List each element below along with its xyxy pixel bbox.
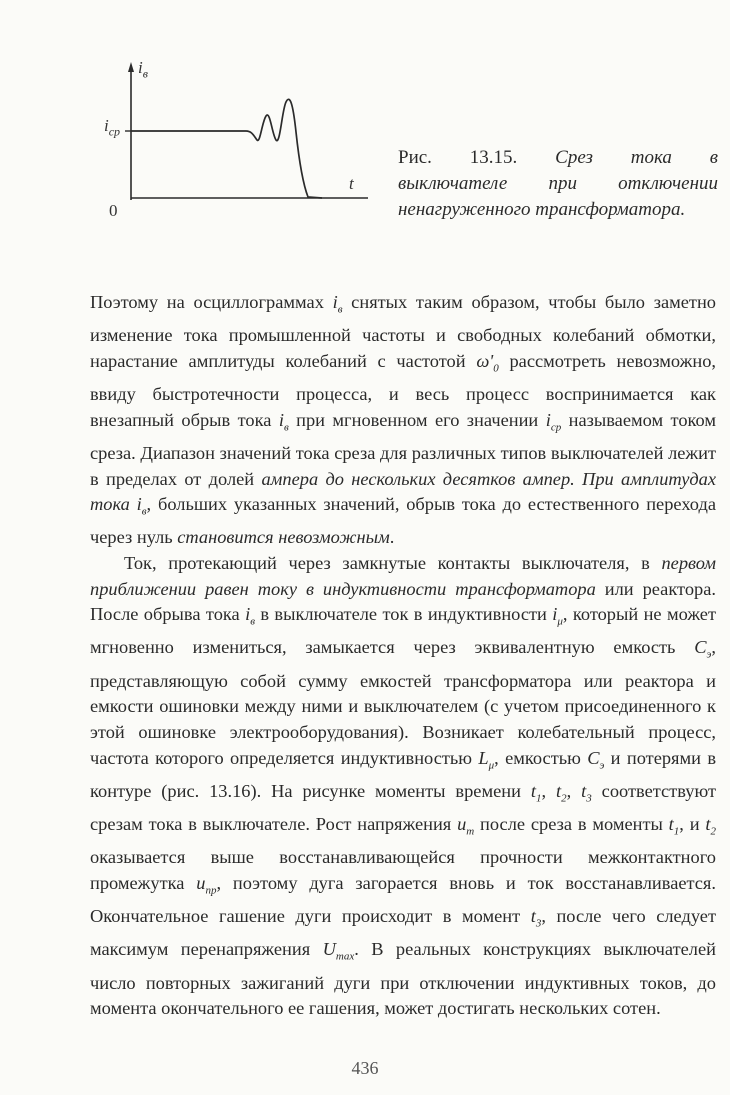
page-number: 436 (351, 1058, 379, 1078)
current-waveform-plot (96, 60, 386, 230)
body-text (90, 290, 716, 1022)
current-trace (131, 99, 322, 198)
paragraph-2: Ток, протекающий через замкнутые контакты выключателя, в первом приближении равен току в индуктивности трансформатора или реактора. После обрыва тока $i_в$ в выключателе ток в индуктивности $i_\mu$, который не может мгновенно измениться, замыкается через эквивалентную емкость $C_э$, представляющую собой сумму емкостей трансформатора или реактора и емкости ошиновки между ними и выключателем (с учетом присоединенного к этой ошиновке электрооборудования). Возникает колебательный процесс, частота которого определяется индуктивностью $L_\mu$, емкостью $C_э$ и потерями в контуре (рис. 13.16). На рисунке моменты времени $t_1$, $t_2$, $t_3$ соответствуют срезам тока в выключателе. Рост напряжения $u_m$ после среза в моменты $t_1$, и $t_2$ оказывается выше восстанавливающейся прочности межконтактного промежутка $u_{пр}$, поэтому дуга загорается вновь и ток восстанавливается. Окончательное гашение дуги происходит в момент $t_3$, после чего следует максимум перенапряжения $U_{max}$. В реальных конструкциях выключателей число повторных зажиганий дуги при отключении индуктивных токов, до момента окончательного ее гашения, может достигать нескольких сотен. (90, 553, 717, 1019)
figure-caption (398, 145, 718, 223)
caption-title-line1: Срез тока в (555, 147, 719, 168)
cutoff-level-label: $i_{ср}$ (104, 116, 121, 139)
caption-number: Рис. 13.15. (398, 147, 518, 168)
caption-title-line3: ненагруженного трансформатора. (398, 199, 686, 220)
origin-label: 0 (109, 201, 118, 220)
current-chop-figure (96, 60, 386, 230)
x-axis-label: t (349, 174, 354, 193)
y-axis-label: $i_в$ (138, 58, 148, 81)
paragraph-1: Поэтому на осциллограммах $i_в$ снятых таким образом, чтобы было заметно изменение тока промышленной частоты и свободных колебаний обмотки, нарастание амплитуды колебаний с частотой $\omega'_0$ рассмотреть невозможно, ввиду быстротечности процесса, и весь процесс воспринимается как внезапный обрыв тока $i_в$ при мгновенном его значении $i_{ср}$ называемом током среза. Диапазон значений тока среза для различных типов выключателей лежит в пределах от долей ампера до нескольких десятков ампер. При амплитудах тока $i_в$, больших указанных значений, обрыв тока до естественного перехода через нуль становится невозможным. (90, 292, 717, 548)
y-axis-arrow (128, 62, 134, 72)
caption-title-line2: выключателе при отключении (398, 173, 718, 194)
